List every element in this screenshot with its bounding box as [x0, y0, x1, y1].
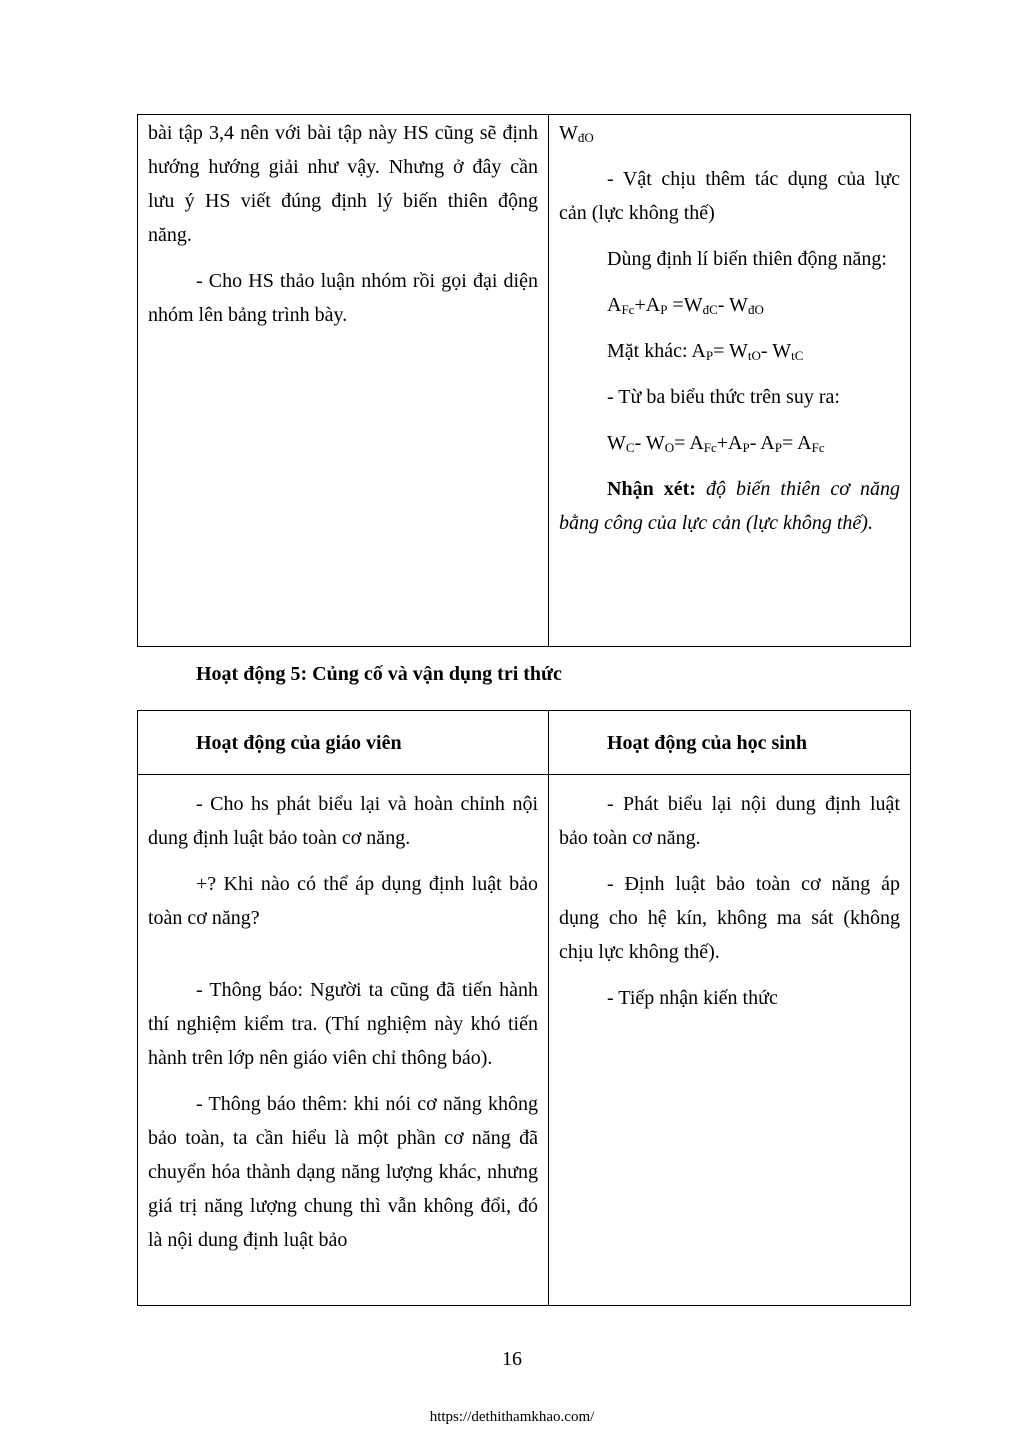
header-teacher [138, 711, 549, 775]
student-paragraph: Dùng định lí biến thiên động năng: [607, 248, 887, 270]
teacher-cell [138, 775, 549, 1306]
equation-work-energy: AFc+AP =WđC- WđO [607, 294, 764, 317]
section-heading: Hoạt động 5: Củng cố và vận dụng tri thức [196, 663, 562, 685]
teacher-cell [138, 115, 549, 647]
teacher-paragraph: - Cho HS thảo luận nhóm rồi gọi đại diện nhóm lên bảng trình bày. [148, 270, 538, 326]
table-row [138, 115, 911, 647]
student-paragraph: - Tiếp nhận kiến thức [607, 987, 778, 1009]
energy-symbol: WđO [559, 122, 594, 145]
student-paragraph: - Vật chịu thêm tác dụng của lực cản (lực không thế) [559, 168, 900, 224]
footer-url[interactable]: https://dethithamkhao.com/ [429, 1409, 595, 1425]
equation-gravity-work: Mặt khác: AP= WtO- WtC [607, 340, 804, 363]
teacher-paragraph: bài tập 3,4 nên với bài tập này HS cũng sẽ định hướng hướng giải như vậy. Nhưng ở đây cần lưu ý HS viết đúng định lý biến thiên động năng. [148, 122, 538, 246]
table-header-row [138, 711, 911, 775]
header-student-label: Hoạt động của học sinh [607, 731, 808, 754]
student-cell [549, 115, 911, 647]
teacher-paragraph: - Thông báo thêm: khi nói cơ năng không bảo toàn, ta cần hiểu là một phần cơ năng đã chuyển hóa thành dạng năng lượng khác, nhưng giá trị năng lượng chung thì vẫn không đổi, đó là nội dung định luật bảo [148, 1093, 538, 1251]
student-paragraph: - Định luật bảo toàn cơ năng áp dụng cho hệ kín, không ma sát (không chịu lực không thế). [559, 873, 900, 963]
remark-text: độ biến thiên cơ năng bằng công của lực cản (lực không thế). [559, 478, 901, 534]
header-teacher-label: Hoạt động của giáo viên [196, 731, 402, 754]
page-number: 16 [502, 1348, 522, 1370]
equation-result: WC- WO= AFc+AP- AP= AFc [607, 432, 825, 455]
student-cell [549, 775, 911, 1306]
remark-label: Nhận xét: [607, 478, 696, 500]
teacher-paragraph: - Thông báo: Người ta cũng đã tiến hành thí nghiệm kiểm tra. (Thí nghiệm này khó tiến hành trên lớp nên giáo viên chỉ thông báo). [148, 979, 538, 1069]
teacher-paragraph: - Cho hs phát biểu lại và hoàn chỉnh nội dung định luật bảo toàn cơ năng. [148, 793, 538, 849]
activity-table [137, 710, 911, 1306]
student-paragraph: - Từ ba biểu thức trên suy ra: [607, 386, 840, 408]
remark-paragraph [559, 472, 900, 540]
activity-table-continued [137, 114, 911, 647]
table-row [138, 775, 911, 1306]
teacher-paragraph: +? Khi nào có thể áp dụng định luật bảo toàn cơ năng? [148, 873, 538, 929]
spacer [148, 935, 538, 961]
student-paragraph: - Phát biểu lại nội dung định luật bảo toàn cơ năng. [559, 793, 900, 849]
header-student [549, 711, 911, 775]
